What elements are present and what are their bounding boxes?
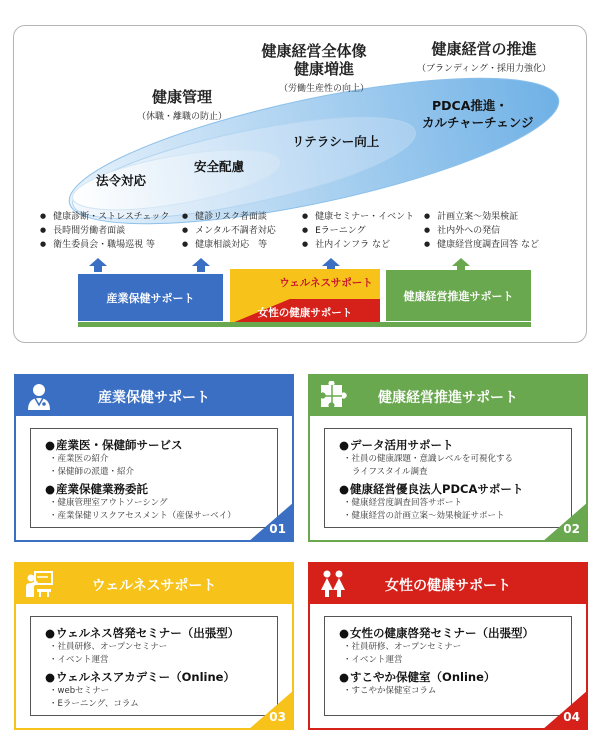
card-header xyxy=(16,564,292,604)
section-item: ・ 健康経営度調査回答サポート xyxy=(339,497,563,510)
support-suishin: 健康経営推進サポート xyxy=(386,270,531,321)
card-suishin xyxy=(308,374,588,542)
section-item: ・ 産業医の紹介 xyxy=(45,453,269,466)
section-item-continuation: ライフスタイル調査 xyxy=(352,467,428,477)
section-heading: ● 女性の健康啓発セミナー（出張型） xyxy=(339,625,563,641)
card-header xyxy=(16,376,292,416)
bullet-item: ● 健康セミナー・イベント xyxy=(302,210,414,224)
bullet-item: ● 健康相談対応 等 xyxy=(182,238,276,252)
card-body xyxy=(324,428,572,528)
card-body xyxy=(30,428,278,528)
stage-heading: 健康増進 xyxy=(293,60,354,78)
section-item: ・ すこやか保健室コラム xyxy=(339,685,563,698)
section-heading: ● ウェルネスアカデミー（Online） xyxy=(45,669,269,685)
section-heading: ● すこやか保健室（Online） xyxy=(339,669,563,685)
card-title: 健康経営推進サポート xyxy=(378,390,518,406)
stage-heading: 健康経営の推進 xyxy=(431,40,537,58)
base-line xyxy=(78,322,531,327)
section-item: ・ webセミナー xyxy=(45,685,269,698)
section-item: ・ Eラーニング、コラム xyxy=(45,698,269,711)
card-body xyxy=(30,616,278,716)
section-item: ・ 社員研修、オープンセミナー xyxy=(339,641,563,654)
bullet-item: ● 長時間労働者面談 xyxy=(40,224,169,238)
bullet-list-3 xyxy=(302,210,414,252)
card-number: 01 xyxy=(269,522,286,536)
support-wellness: ウェルネスサポート xyxy=(279,276,373,289)
bullet-item: ● Eラーニング xyxy=(302,224,414,238)
arrow-up-icon xyxy=(89,258,107,272)
label-literacy: リテラシー向上 xyxy=(292,134,380,149)
card-number: 03 xyxy=(269,710,286,724)
section-heading: ● 産業医・保健師サービス xyxy=(45,437,269,453)
section-item: ・ イベント運営 xyxy=(339,654,563,667)
bullet-item: ● 健診リスク者面談 xyxy=(182,210,276,224)
card-wellness xyxy=(14,562,294,730)
bullet-item: ● 社内インフラ など xyxy=(302,238,414,252)
section-item: ・ イベント運営 xyxy=(45,654,269,667)
stage-heading: 健康管理 xyxy=(151,88,212,106)
bullet-list-2 xyxy=(182,210,276,252)
bullet-item: ● 計画立案～効果検証 xyxy=(424,210,539,224)
bullet-item: ● 健康経営度調査回答 など xyxy=(424,238,539,252)
overview-title: 健康経営全体像 xyxy=(230,38,398,64)
section-heading: ● データ活用サポート xyxy=(339,437,563,453)
card-number: 02 xyxy=(563,522,580,536)
bullet-item: ● 健康診断・ストレスチェック xyxy=(40,210,169,224)
card-body xyxy=(324,616,572,716)
support-josei: 女性の健康サポート xyxy=(257,306,353,319)
section-item: ・ 社員研修、オープンセミナー xyxy=(45,641,269,654)
section-heading: ● 健康経営優良法人PDCAサポート xyxy=(339,481,563,497)
section-heading: ● ウェルネス啓発セミナー（出張型） xyxy=(45,625,269,641)
section-item: ・ 産業保健リスクアセスメント（産保サーベイ） xyxy=(45,510,269,523)
section-item: ・ 社員の健康課題・意識レベルを可視化する xyxy=(339,453,563,466)
label-legal-compliance: 法令対応 xyxy=(96,173,147,188)
stage-sub: （ブランディング・採用力強化） xyxy=(416,64,552,74)
bullet-item: ● 衛生委員会・職場巡視 等 xyxy=(40,238,169,252)
stage-sub: （労働生産性の向上） xyxy=(278,84,369,94)
card-title: 女性の健康サポート xyxy=(385,578,511,594)
support-sangyo: 産業保健サポート xyxy=(78,274,223,321)
bullet-item: ● メンタル不調者対応 xyxy=(182,224,276,238)
section-item: ・ 健康経営の計画立案～効果検証サポート xyxy=(339,510,563,523)
label-safety-care: 安全配慮 xyxy=(194,159,245,174)
label-culture-change: カルチャーチェンジ xyxy=(422,115,534,130)
bullet-list-1 xyxy=(40,210,169,252)
stage-health-management xyxy=(112,86,252,122)
card-title: ウェルネスサポート xyxy=(91,578,217,594)
card-number: 04 xyxy=(563,710,580,724)
stage-health-promotion xyxy=(254,58,394,94)
card-title: 産業保健サポート xyxy=(98,390,210,406)
bullet-item: ● 社内外への発信 xyxy=(424,224,539,238)
section-heading: ● 産業保健業務委託 xyxy=(45,481,269,497)
card-sangyo xyxy=(14,374,294,542)
section-item: ・ 保健師の派遣・紹介 xyxy=(45,466,269,479)
section-item: ・ 健康管理室アウトソーシング xyxy=(45,497,269,510)
label-pdca: PDCA推進・ xyxy=(432,98,508,113)
stage-health-management-promotion xyxy=(404,38,564,74)
card-header xyxy=(310,376,586,416)
card-header xyxy=(310,564,586,604)
arrow-up-icon xyxy=(192,258,210,272)
stage-sub: （休職・離職の防止） xyxy=(136,112,227,122)
card-josei xyxy=(308,562,588,730)
bullet-list-4 xyxy=(424,210,539,252)
overview-panel xyxy=(13,25,587,343)
